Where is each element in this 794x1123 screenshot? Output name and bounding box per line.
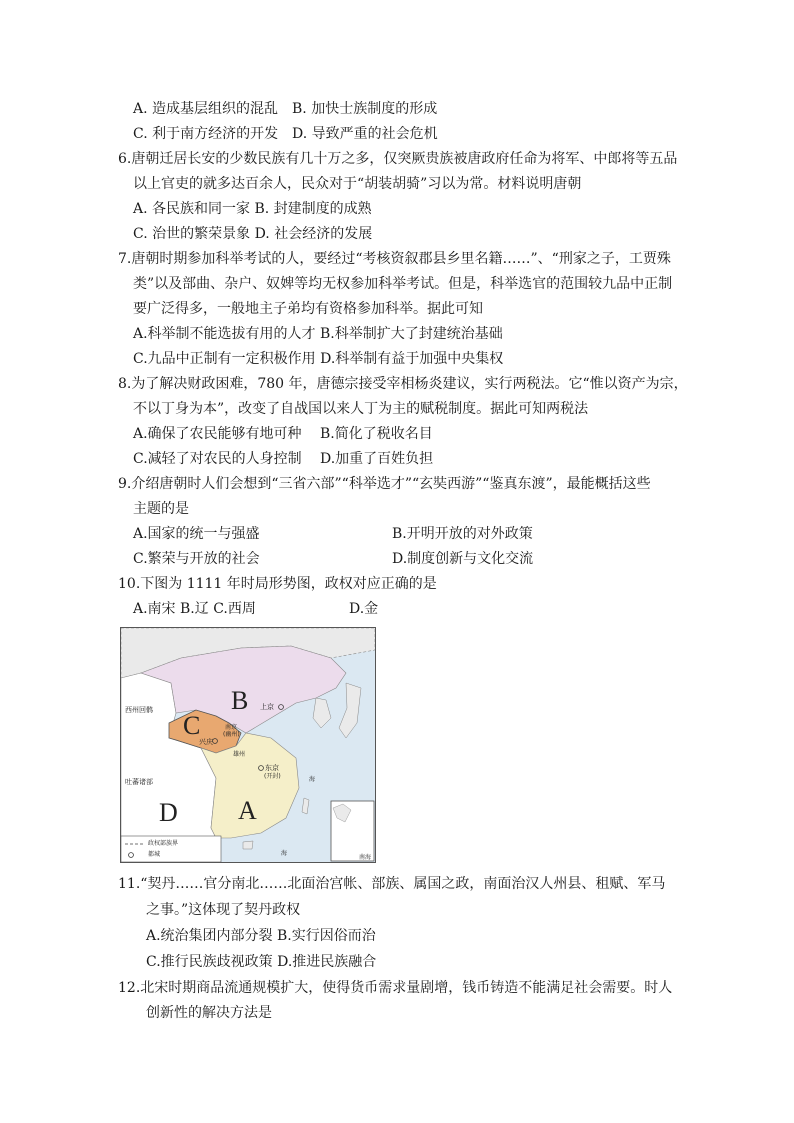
q9-option-b: B.开明开放的对外政策 [392, 526, 533, 542]
q6-options-cd: C. 治世的繁荣景象 D. 社会经济的发展 [133, 226, 373, 242]
q6-stem-line1: 6.唐朝迁居长安的少数民族有几十万之多，仅突厥贵族被唐政府任命为将军、中郎将等五品 [118, 151, 678, 167]
map-label-zhou: 雄州 [233, 751, 246, 758]
q8-option-b: B.简化了税收名目 [320, 426, 433, 442]
q12-stem-line2: 创新性的解决方法是 [146, 1005, 272, 1021]
q11-options-ab: A.统治集团内部分裂 B.实行因俗而治 [146, 928, 376, 944]
q11-options-cd: C.推行民族歧视政策 D.推进民族融合 [146, 954, 377, 970]
q5-option-b: B. 加快士族制度的形成 [292, 101, 438, 117]
legend-label-border: 政权部族界 [148, 840, 179, 847]
q9-stem-line2: 主题的是 [133, 501, 189, 517]
map-label-tubo: 吐蕃诸部 [125, 778, 153, 786]
q10-stem: 10.下图为 1111 年时局形势图，政权对应正确的是 [118, 576, 437, 592]
map-label-dongjing: 东京 [265, 764, 279, 772]
map-letter-d: D [159, 798, 178, 827]
q9-option-d: D.制度创新与文化交流 [392, 551, 534, 567]
q9-stem-line1: 9.介绍唐朝时人们会想到“三省六部”“科举选才”“玄奘西游”“鉴真东渡”，最能概括这些 [118, 476, 651, 492]
map-label-inset: 南海 [359, 854, 372, 861]
map-letter-a: A [238, 796, 257, 825]
q9-option-a: A.国家的统一与强盛 [133, 526, 260, 542]
map-letter-c: C [183, 711, 201, 740]
q8-stem-line1: 8.为了解决财政困难，780 年，唐德宗接受宰相杨炎建议，实行两税法。它“惟以资产为宗， [118, 376, 688, 392]
q8-option-d: D.加重了百姓负担 [320, 451, 434, 467]
q9-option-c: C.繁荣与开放的社会 [133, 551, 260, 567]
q10-options-abc: A.南宋 B.辽 C.西周 [133, 601, 256, 617]
q7-options-ab: A.科举制不能选拔有用的人才 B.科举制扩大了封建统治基础 [133, 326, 503, 342]
q8-stem-line2: 不以丁身为本”，改变了自战国以来人丁为主的赋税制度。据此可知两税法 [133, 401, 589, 417]
map-label-nanjing: 南京 [225, 724, 238, 731]
map-label-xizhou-huihu: 西州回鹘 [125, 706, 153, 714]
map-label-sea-1: 海 [309, 776, 316, 783]
q11-stem-line2: 之事。”这体现了契丹政权 [146, 902, 301, 918]
hainan-land [243, 841, 253, 849]
map-label-dongjing-sub: (开封) [264, 773, 281, 780]
q7-stem-line3: 要广泛得多，一般地主子弟均有资格参加科举。据此可知 [133, 301, 483, 317]
legend-label-capital: 都城 [148, 851, 161, 858]
map-label-sea-2: 海 [281, 850, 288, 857]
q6-stem-line2: 以上官吏的就多达百余人，民众对于“胡装胡骑”习以为常。材料说明唐朝 [133, 176, 582, 192]
q5-option-d: D. 导致严重的社会危机 [292, 126, 438, 142]
q6-options-ab: A. 各民族和同一家 B. 封建制度的成熟 [133, 201, 372, 217]
q7-options-cd: C.九品中正制有一定积极作用 D.科举制有益于加强中央集权 [133, 351, 504, 367]
historical-map-1111 [120, 627, 376, 863]
map-label-shangjing: 上京 [260, 703, 274, 711]
map-label-xingqing: 兴庆 [199, 738, 213, 746]
q5-option-a: A. 造成基层组织的混乱 [133, 101, 279, 117]
q12-stem-line1: 12.北宋时期商品流通规模扩大，使得货币需求量剧增，钱币铸造不能满足社会需要。时人 [118, 980, 673, 996]
q5-option-c: C. 利于南方经济的开发 [133, 126, 279, 142]
map-letter-b: B [231, 686, 249, 715]
q11-stem-line1: 11.“契丹……官分南北……北面治宫帐、部族、属国之政，南面治汉人州县、租赋、军马 [118, 876, 666, 892]
q7-stem-line1: 7.唐朝时期参加科举考试的人，要经过“考核资叙郡县乡里名籍……”、“刑家之子，工贾殊 [118, 251, 671, 267]
map-label-nanjing-sub: (幽州) [223, 731, 240, 738]
q10-option-d: D.金 [349, 601, 379, 617]
q8-option-c: C.减轻了对农民的人身控制 [133, 451, 302, 467]
q7-stem-line2: 类”以及部曲、杂户、奴婢等均无权参加科举考试。但是，科举选官的范围较九品中正制 [133, 276, 673, 292]
q8-option-a: A.确保了农民能够有地可种 [133, 426, 302, 442]
